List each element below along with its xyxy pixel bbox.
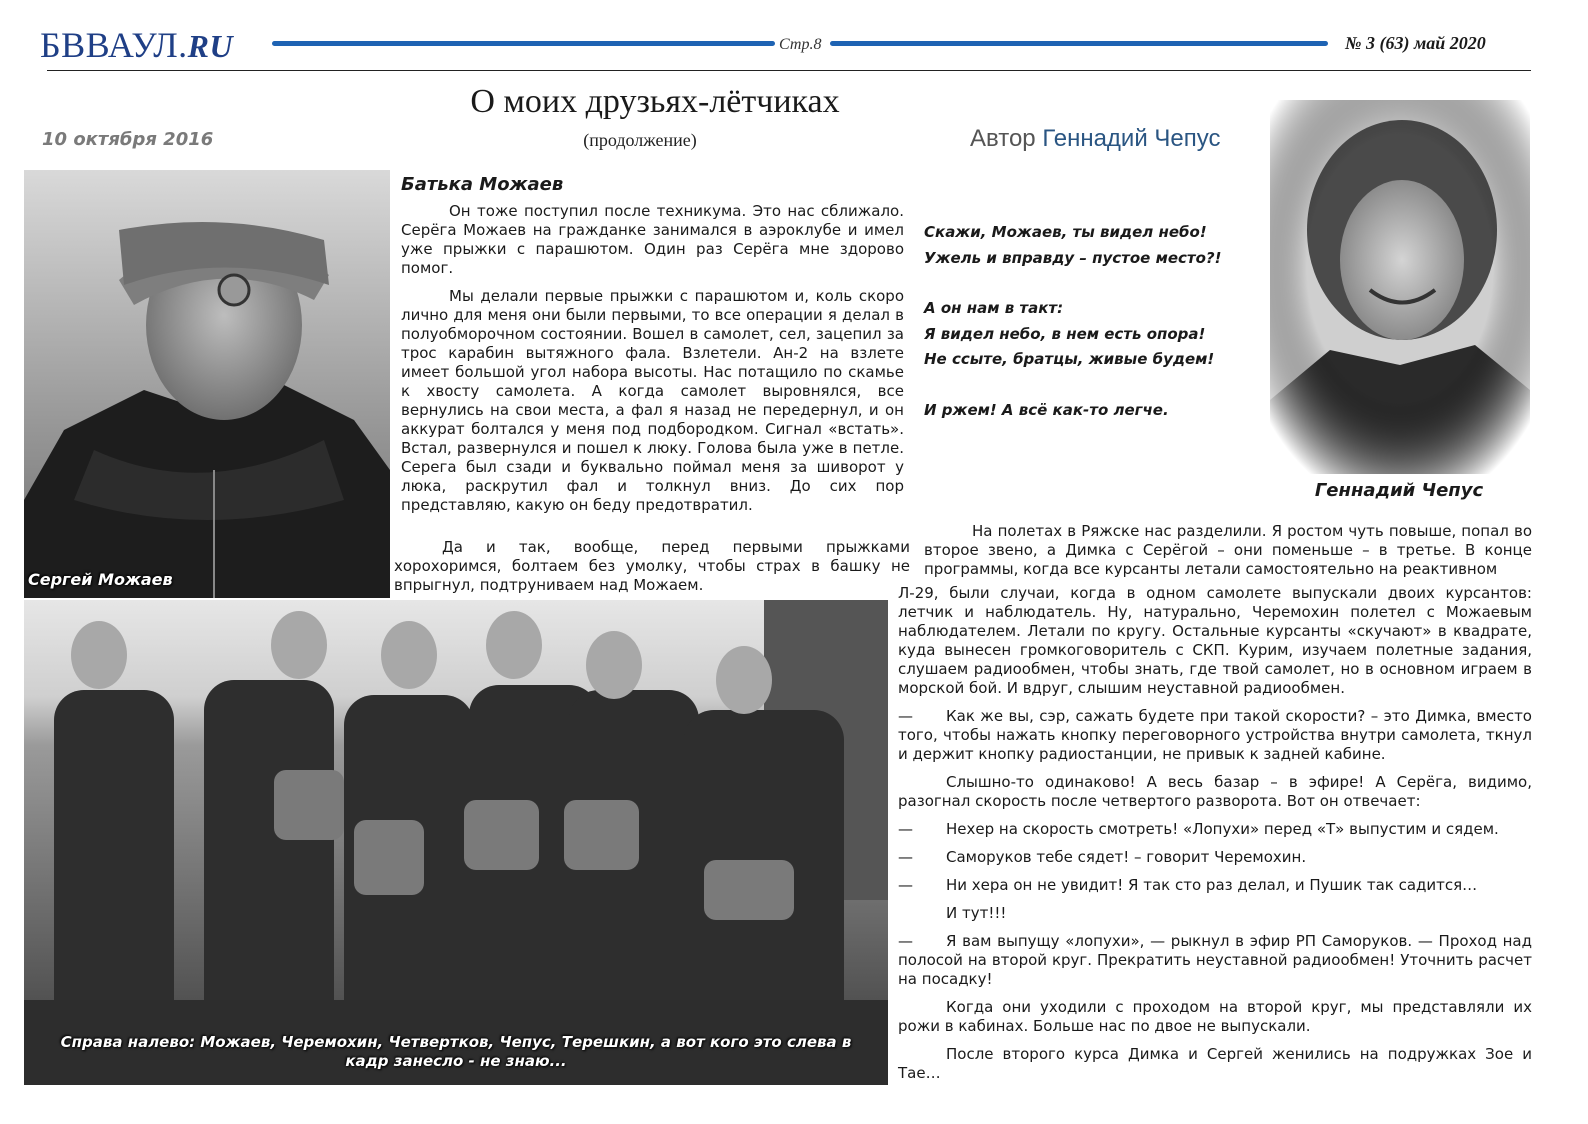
chepus-caption: Геннадий Чепус [1314, 480, 1484, 501]
dialogue-line: — Я вам выпущу «лопухи», — рыкнул в эфир РП Саморуков. — Проход над полосой на второй круг. Прекратить неуставной радиообмен! Уточнить расчет на посадку! [898, 932, 1532, 988]
article-title: О моих друзьях-лётчиках [470, 83, 840, 120]
dialogue-line: — Саморуков тебе сядет! – говорит Черемохин. [898, 848, 1307, 866]
group-caption-line-1: Справа налево: Можаев, Черемохин, Четвертков, Чепус, Терешкин, а вот кого это слева в [60, 1033, 852, 1051]
article-date: 10 октября 2016 [42, 129, 214, 150]
article-column-2-top [924, 522, 1532, 579]
dialogue-line: — Нехер на скорость смотреть! «Лопухи» перед «Т» выпустим и сядем. [898, 820, 1499, 838]
header-rule-left [272, 41, 775, 46]
paragraph: После второго курса Димка и Сергей женились на подружках Зое и Тае… [898, 1045, 1532, 1082]
continuation-note: (продолжение) [583, 130, 697, 150]
mozhaev-caption: Сергей Можаев [28, 570, 173, 589]
paragraph: Он тоже поступил после техникума. Это нас сближало. Серёга Можаев на гражданке занимался в аэроклубе и имел уже прыжки с парашютом. Один раз Серёга мне здорово помог. [401, 202, 904, 277]
logo-main: БВВАУЛ. [40, 25, 188, 65]
group-caption [24, 1033, 888, 1071]
page-number: Стр.8 [779, 36, 822, 53]
paragraph: На полетах в Ряжске нас разделили. Я ростом чуть повыше, попал во второе звено, а Димка с Серёгой – они поменьше – в третье. В конце программы, когда все курсанты летали самостоятельно на реактивном [924, 522, 1532, 578]
dialogue-line: — Как же вы, сэр, сажать будете при такой скорости? – это Димка, вместо того, чтобы нажать кнопку переговорного устройства внутри самолета, ткнул и держит кнопку радиостанции, не привык к задней кабине. [898, 707, 1532, 763]
chepus-portrait-image [1270, 100, 1530, 474]
poem-line: И ржем! А всё как-то легче. [924, 400, 1169, 419]
logo-suffix: RU [187, 28, 234, 64]
mozhaev-portrait-image [24, 170, 390, 598]
author-prefix: Автор [970, 125, 1036, 152]
article-column-1 [401, 202, 904, 524]
paragraph: Когда они уходили с проходом на второй круг, мы представляли их рожи в кабинах. Больше нас по двое не выпускали. [898, 998, 1532, 1035]
poem-line: А он нам в такт: [924, 299, 1064, 317]
group-caption-line-2: кадр занесло - не знаю... [345, 1052, 567, 1070]
poem-line: Не ссыте, братцы, живые будем! [924, 350, 1215, 368]
paragraph: И тут!!! [946, 904, 1007, 922]
issue-number: № 3 (63) май 2020 [1345, 33, 1486, 53]
dialogue-line: — Ни хера он не увидит! Я так сто раз делал, и Пушик так садится… [898, 876, 1478, 894]
poem-line: Я видел небо, в нем есть опора! [924, 324, 1206, 343]
poem-line: Скажи, Можаев, ты видел небо! [924, 223, 1207, 241]
article-column-2 [898, 584, 1532, 1092]
author-name: Геннадий Чепус [1042, 125, 1221, 152]
paragraph: Л-29, были случаи, когда в одном самолете выпускали двоих курсантов: летчик и наблюдатель. Ну, натурально, Черемохин полетел с Можаевым наблюдателем. Летали по кругу. Остальные курсанты «скучают» в квадрате, куда вынесен громкоговоритель с СКП. Курим, изучаем полетные задания, слушаем радиообмен, чтобы знать, где твой самолет, но в основном играем в морской бой. И вдруг, слышим неуставной радиообмен. [898, 584, 1532, 697]
poem [924, 220, 1221, 423]
group-photo [24, 600, 888, 1085]
chepus-photo [1270, 100, 1530, 474]
group-photo-image [24, 600, 888, 1085]
header-rule-right [830, 41, 1328, 46]
paragraph: Слышно-то одинаково! А весь базар – в эфире! А Серёга, видимо, разогнал скорость после четвертого разворота. Вот он отвечает: [898, 773, 1532, 810]
mozhaev-photo [24, 170, 390, 598]
author-line [970, 125, 1220, 153]
newspaper-logo [40, 24, 233, 66]
section-subheading: Батька Можаев [401, 174, 564, 195]
paragraph: Мы делали первые прыжки с парашютом и, коль скоро лично для меня они были первыми, то все операции я делал в полуобморочном состоянии. Вошел в самолет, сел, зацепил за трос карабин вытяжного фала. Взлетели. Ан-2 на взлете имеет большой угол набора высоты. Нас потащило по скамье к хвосту самолета. А когда самолет выровнялся, все вернулись на свои места, а фал я назад не передернул, и он аккурат болтался у меня под подбородком. Сигнал «встать». Встал, развернулся и пошел к люку. Голова была уже в петле. Серега был сзади и буквально поймал меня за шиворот у люка, раскрутил фал и толкнул вниз. До сих пор представляю, какую он беду предотвратил. [401, 287, 904, 514]
paragraph: Да и так, вообще, перед первыми прыжками хорохоримся, болтаем без умолку, чтобы страх в башку не впрыгнул, подтруниваем над Можаем. [394, 538, 910, 594]
article-column-1-tail [394, 538, 910, 604]
poem-line: Ужель и вправду – пустое место?! [924, 248, 1222, 267]
header-divider [47, 70, 1531, 71]
